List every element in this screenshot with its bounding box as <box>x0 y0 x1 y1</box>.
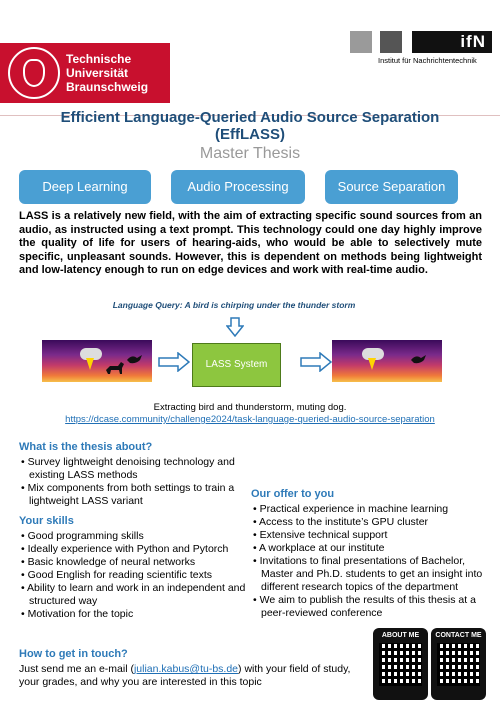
figure-link-wrapper <box>0 414 500 425</box>
list-item: • Access to the institute’s GPU cluster <box>251 516 491 529</box>
lass-system-box: LASS System <box>192 343 281 387</box>
tu-braunschweig-logo <box>0 43 170 103</box>
list-item: • Survey lightweight denoising technology and existing LASS methods <box>19 456 244 482</box>
qr-code-icon <box>379 643 422 686</box>
university-name-line: Universität <box>66 66 129 80</box>
about-me-qr-card[interactable] <box>373 628 428 700</box>
university-name-line: Braunschweig <box>66 80 149 94</box>
right-arrow-icon <box>158 352 190 372</box>
topic-pill: Audio Processing <box>171 170 305 204</box>
contact-text-end: ) with your field of study, your grades, and why you are interested in this topic <box>19 663 351 688</box>
intro-paragraph: LASS is a relatively new field, with the aim of extracting specific sound sources from an audio, as instructed using a text prompt. This technology could one day highly improve the quality of life for users of hearing-aids, who would be able to selectively mute specific, unpleasant sounds. However, this is dependent on methods being lightweight and low-latency enough to run on edge devices and work with real-time audio. <box>19 210 482 276</box>
offer-heading: Our offer to you <box>251 488 335 500</box>
email-link[interactable]: julian.kabus@tu-bs.de <box>133 663 239 675</box>
qr-label: ABOUT ME <box>381 632 420 639</box>
list-item: • Ability to learn and work in an independent and structured way <box>19 582 269 608</box>
institute-logo <box>350 31 500 71</box>
right-arrow-icon <box>300 352 332 372</box>
down-arrow-icon <box>226 317 244 337</box>
institute-name: Institut für Nachrichtentechnik <box>378 56 477 65</box>
qr-code-icon <box>437 643 480 686</box>
bird-icon <box>126 352 144 366</box>
thesis-type: Master Thesis <box>199 145 301 162</box>
contact-text <box>19 663 369 689</box>
list-item: • We aim to publish the results of this thesis at a peer-reviewed conference <box>251 594 491 620</box>
logo-square <box>380 31 402 53</box>
list-item: • A workplace at our institute <box>251 542 491 555</box>
university-name-line: Technische <box>66 52 132 66</box>
topic-pill: Deep Learning <box>19 170 151 204</box>
skills-heading: Your skills <box>19 515 74 527</box>
thesis-title: Efficient Language-Queried Audio Source Separation <box>60 109 440 126</box>
university-name <box>66 52 148 94</box>
about-heading: What is the thesis about? <box>19 441 153 453</box>
list-item: • Basic knowledge of neural networks <box>19 556 269 569</box>
list-item: • Ideally experience with Python and Pytorch <box>19 543 269 556</box>
dog-icon <box>104 360 126 376</box>
lightning-icon <box>368 358 376 370</box>
output-spectrogram <box>332 340 442 382</box>
logo-square <box>350 31 372 53</box>
topic-pill: Source Separation <box>325 170 458 204</box>
skills-list <box>19 530 269 621</box>
contact-text-start: Just send me an e-mail ( <box>19 663 134 675</box>
thesis-title-acronym: (EffLASS) <box>215 126 285 143</box>
about-list <box>19 456 244 508</box>
language-query: Language Query: A bird is chirping under the thunder storm <box>112 300 356 310</box>
dcase-challenge-link[interactable]: https://dcase.community/challenge2024/task-language-queried-audio-source-separation <box>65 414 435 425</box>
bird-icon <box>410 352 428 366</box>
qr-label: CONTACT ME <box>435 632 482 639</box>
list-item: • Good English for reading scientific texts <box>19 569 269 582</box>
contact-heading: How to get in touch? <box>19 648 128 660</box>
list-item: • Invitations to final presentations of Bachelor, Master and Ph.D. students to get an insight into different research topics of the department <box>251 555 491 594</box>
list-item: • Motivation for the topic <box>19 608 269 621</box>
input-spectrogram <box>42 340 152 382</box>
lightning-icon <box>86 358 94 370</box>
list-item: • Mix components from both settings to train a lightweight LASS variant <box>19 482 244 508</box>
institute-logo-text: ifN <box>460 32 486 51</box>
list-item: • Good programming skills <box>19 530 269 543</box>
university-seal-icon <box>8 47 60 99</box>
offer-list <box>251 503 491 620</box>
contact-me-qr-card[interactable] <box>431 628 486 700</box>
figure-caption: Extracting bird and thunderstorm, muting dog. <box>153 402 347 413</box>
list-item: • Practical experience in machine learning <box>251 503 491 516</box>
list-item: • Extensive technical support <box>251 529 491 542</box>
logo-block <box>412 31 492 53</box>
